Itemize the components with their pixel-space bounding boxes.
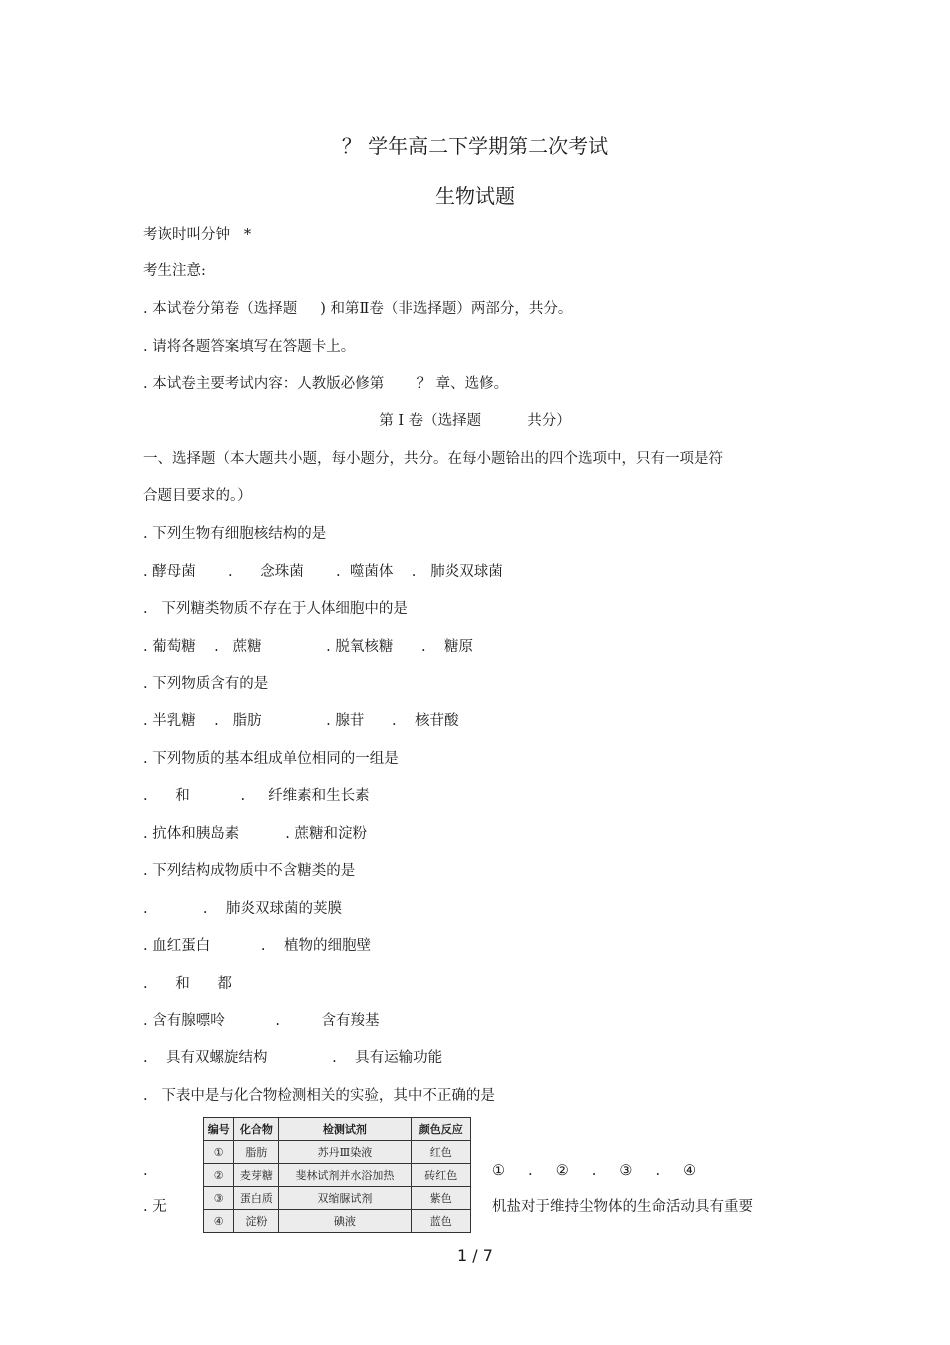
question-7-prefix: .: [143, 1163, 148, 1179]
page-number: 1 / 7: [457, 1246, 493, 1265]
table-cell: ②: [204, 1164, 234, 1187]
table-row: [204, 1210, 471, 1233]
question-4-options-ab: . 和 . 纤维素和生长素: [143, 788, 370, 804]
table-cell: ④: [204, 1210, 234, 1233]
table-row: [204, 1187, 471, 1210]
question-8-text: 机盐对于维持尘物体的生命活动具有重要: [492, 1199, 753, 1215]
table-cell: 紫色: [411, 1187, 471, 1210]
table-cell: 淀粉: [234, 1210, 279, 1233]
notice-item-3: . 本试卷主要考试内容：人教版必修第 ？ 章、选修。: [143, 376, 509, 392]
question-1: . 下列生物有细胞核结构的是: [143, 526, 327, 542]
section-instructions-cont: 合题目要求的。）: [143, 488, 252, 504]
table-cell: 碘液: [279, 1210, 411, 1233]
table-cell: 双缩脲试剂: [279, 1187, 411, 1210]
detection-table: [203, 1117, 471, 1233]
question-5: . 下列结构成物质中不含糖类的是: [143, 863, 356, 879]
table-cell: 蛋白质: [234, 1187, 279, 1210]
table-cell: 脂肪: [234, 1141, 279, 1164]
table-header-cell: 颜色反应: [411, 1118, 471, 1141]
table-cell: 麦芽糖: [234, 1164, 279, 1187]
question-3-options: . 半乳糖 . 脂肪 . 腺苷 . 核苷酸: [143, 713, 459, 729]
question-5-options-cd: . 血红蛋白 . 植物的细胞壁: [143, 938, 371, 954]
question-6-options-ab: . 含有腺嘌呤 . 含有羧基: [143, 1013, 380, 1029]
exam-time-line: 考诙时叫分钟 *: [143, 227, 252, 243]
table-header-cell: 化合物: [234, 1118, 279, 1141]
notice-heading: 考生注意:: [143, 263, 206, 279]
question-6: . 和 都: [143, 976, 232, 992]
question-7: . 下表中是与化合物检测相关的实验，其中不正确的是: [143, 1088, 495, 1104]
document-subtitle: 生物试题: [435, 184, 515, 208]
question-7-options: ① . ② . ③ . ④: [492, 1163, 697, 1179]
section-heading: 第 Ⅰ 卷（选择题 共分）: [379, 413, 571, 429]
table-cell: 斐林试剂并水浴加热: [279, 1164, 411, 1187]
notice-item-2: . 请将各题答案填写在答题卡上。: [143, 339, 356, 355]
table-cell: 红色: [411, 1141, 471, 1164]
table-cell: ③: [204, 1187, 234, 1210]
question-3: . 下列物质含有的是: [143, 676, 269, 692]
table-row: [204, 1141, 471, 1164]
question-8-start: . 无: [143, 1199, 167, 1215]
table-cell: 蓝色: [411, 1210, 471, 1233]
table-cell: 苏丹Ⅲ染液: [279, 1141, 411, 1164]
question-5-options-ab: . . 肺炎双球菌的荚膜: [143, 901, 342, 917]
table-cell: ①: [204, 1141, 234, 1164]
table-header-row: [204, 1118, 471, 1141]
question-4: . 下列物质的基本组成单位相同的一组是: [143, 751, 399, 767]
notice-item-1: . 本试卷分第卷（选择题 ) 和第Ⅱ卷（非选择题）两部分，共分。: [143, 301, 573, 317]
question-4-options-cd: . 抗体和胰岛素 . 蔗糖和淀粉: [143, 826, 368, 842]
question-6-options-cd: . 具有双螺旋结构 . 具有运输功能: [143, 1050, 443, 1066]
table-row: [204, 1164, 471, 1187]
table-cell: 砖红色: [411, 1164, 471, 1187]
question-2: . 下列糖类物质不存在于人体细胞中的是: [143, 601, 408, 617]
question-2-options: . 葡萄糖 . 蔗糖 . 脱氧核糖 . 糖原: [143, 639, 474, 655]
question-1-options: . 酵母菌 . 念珠菌 . 噬菌体 . 肺炎双球菌: [143, 564, 503, 580]
document-title: ？ 学年高二下学期第二次考试: [341, 134, 609, 158]
table-header-cell: 检测试剂: [279, 1118, 411, 1141]
table-header-cell: 编号: [204, 1118, 234, 1141]
section-instructions: 一、选择题（本大题共小题，每小题分，共分。在每小题铪出的四个选项中，只有一项是符: [143, 451, 723, 467]
